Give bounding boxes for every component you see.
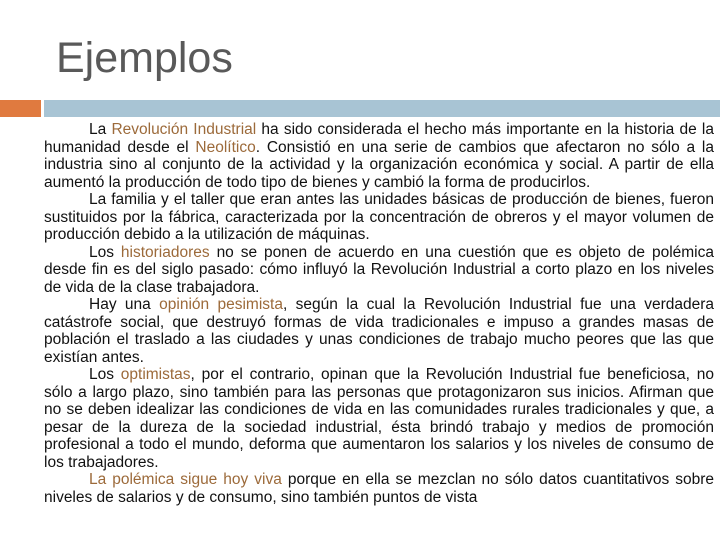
text-segment: La familia y el taller que eran antes las unidades básicas de producción de bienes, fueron sustituidos por la fábrica, caracterizada por la concentración de obreros y el mayor volumen de producción debido a la utilización de máquinas. (44, 191, 714, 243)
text-segment: Los (89, 243, 121, 261)
paragraph-familia-taller (44, 191, 714, 244)
text-segment: Hay una (89, 296, 160, 313)
text-segment: , por el contrario, opinan que la Revolución Industrial fue beneficiosa, no sólo a largo plazo, sino también para las personas que protagonizaron sus inicios. Afirman que no se deben idealizar las condiciones de vida en las comunidades rurales tradicionales y que, a pesar de la dureza de la sociedad industrial, ésta brindó trabajo y medios de promoción profesional a todo el mundo, deforma que aumentaron los salarios y los niveles de consumo de los trabajadores. (44, 366, 714, 471)
slide-title: Ejemplos (56, 34, 233, 82)
term-optimistas: optimistas (120, 366, 191, 383)
paragraph-revolucion-industrial (44, 121, 714, 191)
slide-body (44, 121, 714, 540)
paragraph-optimistas (44, 366, 714, 471)
text-segment: , según la cual la Revolución Industrial fue una verdadera catástrofe social, que destruyó formas de vida tradicionales e impuso a grandes masas de población el traslado a las ciudades y unas condiciones de trabajo mucho peores que las que existían antes. (44, 296, 714, 366)
text-segment: ha sido considerada el hecho más importante en la historia de la humanidad desde el (44, 121, 714, 156)
term-historiadores: historiadores (120, 243, 210, 261)
paragraph-opinion-pesimista (44, 296, 714, 366)
paragraph-polemica (44, 471, 714, 506)
term-neolitico: Neolítico (195, 138, 256, 156)
text-segment: porque en ella se mezclan no sólo datos cuantitativos sobre niveles de salarios y de consumo, sino también puntos de vista (44, 471, 714, 506)
term-revolucion-industrial: Revolución Industrial (111, 121, 257, 138)
term-polemica-sigue-hoy-viva: La polémica sigue hoy viva (89, 471, 282, 488)
title-rule-bar (44, 100, 720, 117)
text-segment: no se ponen de acuerdo en una cuestión que es objeto de polémica desde fin es del siglo pasado: cómo influyó la Revolución Industrial a corto plazo en los niveles de vida de la clase trabajadora. (44, 243, 714, 296)
paragraph-historiadores (44, 244, 714, 297)
text-segment: . Consistió en una serie de cambios que afectaron no sólo a la industria sino al conjunto de la actividad y la organización económica y social. A partir de ella aumentó la producción de todo tipo de bienes y cambió la forma de producirlos. (44, 138, 714, 191)
text-segment: Los (89, 366, 121, 383)
text-segment: La (89, 121, 112, 138)
term-opinion-pesimista: opinión pesimista (159, 296, 283, 313)
accent-bar (0, 100, 41, 117)
